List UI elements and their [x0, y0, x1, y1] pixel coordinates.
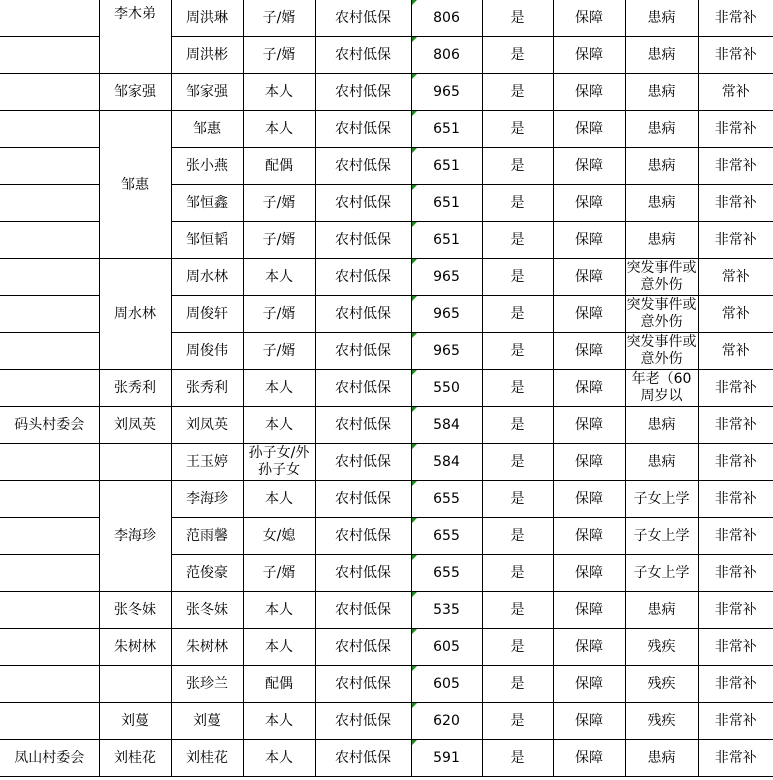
member-name-cell: 邹惠 — [171, 111, 243, 148]
relation-cell: 本人 — [243, 740, 315, 777]
flag-cell: 是 — [482, 666, 553, 703]
aid-type-cell: 农村低保 — [315, 518, 411, 555]
member-name-cell: 刘桂花 — [171, 740, 243, 777]
village-cell — [0, 444, 99, 481]
member-name-cell: 张珍兰 — [171, 666, 243, 703]
subsidy-cell: 非常补 — [698, 111, 773, 148]
village-cell — [0, 148, 99, 185]
member-name-cell: 刘蔓 — [171, 703, 243, 740]
flag-cell: 是 — [482, 333, 553, 370]
reason-cell: 患病 — [625, 0, 698, 37]
aid-type-cell: 农村低保 — [315, 481, 411, 518]
amount-cell: 605 — [411, 629, 482, 666]
amount-cell: 535 — [411, 592, 482, 629]
aid-type-cell: 农村低保 — [315, 629, 411, 666]
relation-cell: 子/婿 — [243, 185, 315, 222]
village-cell — [0, 555, 99, 592]
category-cell: 保障 — [553, 111, 625, 148]
reason-cell: 突发事件或意外伤 — [625, 259, 698, 296]
aid-type-cell: 农村低保 — [315, 407, 411, 444]
reason-cell: 残疾 — [625, 629, 698, 666]
household-head-cell: 朱树林 — [99, 629, 171, 666]
village-cell — [0, 629, 99, 666]
aid-type-cell: 农村低保 — [315, 592, 411, 629]
amount-cell: 655 — [411, 481, 482, 518]
reason-cell: 子女上学 — [625, 481, 698, 518]
aid-type-cell: 农村低保 — [315, 444, 411, 481]
table-row — [0, 259, 773, 296]
member-name-cell: 张冬妹 — [171, 592, 243, 629]
village-cell — [0, 370, 99, 407]
flag-cell: 是 — [482, 0, 553, 37]
aid-type-cell: 农村低保 — [315, 148, 411, 185]
category-cell: 保障 — [553, 592, 625, 629]
relation-cell: 配偶 — [243, 666, 315, 703]
reason-cell: 患病 — [625, 37, 698, 74]
aid-type-cell: 农村低保 — [315, 111, 411, 148]
household-head-cell — [99, 444, 171, 481]
member-name-cell: 刘凤英 — [171, 407, 243, 444]
category-cell: 保障 — [553, 333, 625, 370]
member-name-cell: 周俊伟 — [171, 333, 243, 370]
member-name-cell: 范雨馨 — [171, 518, 243, 555]
amount-cell: 591 — [411, 740, 482, 777]
category-cell: 保障 — [553, 370, 625, 407]
relation-cell: 子/婿 — [243, 37, 315, 74]
category-cell: 保障 — [553, 185, 625, 222]
table-row — [0, 666, 773, 703]
amount-cell: 655 — [411, 518, 482, 555]
household-head-cell: 张秀利 — [99, 370, 171, 407]
member-name-cell: 王玉婷 — [171, 444, 243, 481]
amount-cell: 965 — [411, 296, 482, 333]
reason-cell: 患病 — [625, 740, 698, 777]
flag-cell: 是 — [482, 111, 553, 148]
reason-cell: 子女上学 — [625, 555, 698, 592]
member-name-cell: 范俊豪 — [171, 555, 243, 592]
household-head-cell: 邹惠 — [99, 111, 171, 259]
subsidy-cell: 非常补 — [698, 37, 773, 74]
reason-cell: 残疾 — [625, 666, 698, 703]
household-head-cell: 周水林 — [99, 259, 171, 370]
table-row — [0, 629, 773, 666]
household-head-cell: 李海珍 — [99, 481, 171, 592]
category-cell: 保障 — [553, 259, 625, 296]
subsidy-cell: 非常补 — [698, 0, 773, 37]
amount-cell: 651 — [411, 222, 482, 259]
category-cell: 保障 — [553, 0, 625, 37]
household-head-cell: 刘桂花 — [99, 740, 171, 777]
reason-cell: 年老（60周岁以 — [625, 370, 698, 407]
aid-type-cell: 农村低保 — [315, 555, 411, 592]
relation-cell: 子/婿 — [243, 0, 315, 37]
aid-type-cell: 农村低保 — [315, 259, 411, 296]
aid-type-cell: 农村低保 — [315, 185, 411, 222]
village-cell — [0, 222, 99, 259]
household-head-cell: 刘蔓 — [99, 703, 171, 740]
aid-type-cell: 农村低保 — [315, 703, 411, 740]
household-head-cell: 刘凤英 — [99, 407, 171, 444]
member-name-cell: 李海珍 — [171, 481, 243, 518]
amount-cell: 550 — [411, 370, 482, 407]
amount-cell: 584 — [411, 407, 482, 444]
amount-cell: 651 — [411, 148, 482, 185]
aid-type-cell: 农村低保 — [315, 333, 411, 370]
flag-cell: 是 — [482, 555, 553, 592]
member-name-cell: 邹家强 — [171, 74, 243, 111]
flag-cell: 是 — [482, 481, 553, 518]
flag-cell: 是 — [482, 185, 553, 222]
amount-cell: 584 — [411, 444, 482, 481]
village-cell: 凤山村委会 — [0, 740, 99, 777]
aid-type-cell: 农村低保 — [315, 666, 411, 703]
table-row — [0, 111, 773, 148]
subsidy-cell: 非常补 — [698, 555, 773, 592]
flag-cell: 是 — [482, 444, 553, 481]
household-head-cell: 张冬妹 — [99, 592, 171, 629]
reason-cell: 患病 — [625, 74, 698, 111]
category-cell: 保障 — [553, 407, 625, 444]
table-row — [0, 407, 773, 444]
subsidy-cell: 非常补 — [698, 481, 773, 518]
flag-cell: 是 — [482, 296, 553, 333]
aid-type-cell: 农村低保 — [315, 74, 411, 111]
village-cell — [0, 296, 99, 333]
flag-cell: 是 — [482, 518, 553, 555]
aid-type-cell: 农村低保 — [315, 296, 411, 333]
relation-cell: 本人 — [243, 259, 315, 296]
reason-cell: 患病 — [625, 592, 698, 629]
amount-cell: 965 — [411, 259, 482, 296]
category-cell: 保障 — [553, 666, 625, 703]
relation-cell: 本人 — [243, 370, 315, 407]
relation-cell: 本人 — [243, 629, 315, 666]
relation-cell: 本人 — [243, 481, 315, 518]
table-row — [0, 703, 773, 740]
flag-cell: 是 — [482, 740, 553, 777]
relation-cell: 子/婿 — [243, 296, 315, 333]
subsidy-cell: 常补 — [698, 333, 773, 370]
subsidy-cell: 非常补 — [698, 185, 773, 222]
amount-cell: 806 — [411, 37, 482, 74]
category-cell: 保障 — [553, 740, 625, 777]
category-cell: 保障 — [553, 74, 625, 111]
flag-cell: 是 — [482, 259, 553, 296]
household-head-cell — [99, 666, 171, 703]
subsidy-cell: 非常补 — [698, 370, 773, 407]
category-cell: 保障 — [553, 518, 625, 555]
subsidy-cell: 非常补 — [698, 703, 773, 740]
village-cell — [0, 592, 99, 629]
category-cell: 保障 — [553, 481, 625, 518]
village-cell — [0, 518, 99, 555]
amount-cell: 965 — [411, 333, 482, 370]
reason-cell: 突发事件或意外伤 — [625, 296, 698, 333]
subsidy-cell: 非常补 — [698, 444, 773, 481]
category-cell: 保障 — [553, 296, 625, 333]
village-cell — [0, 481, 99, 518]
relation-cell: 子/婿 — [243, 555, 315, 592]
flag-cell: 是 — [482, 703, 553, 740]
member-name-cell: 邹恒鑫 — [171, 185, 243, 222]
table-row — [0, 0, 773, 37]
subsidy-cell: 非常补 — [698, 592, 773, 629]
table-row — [0, 740, 773, 777]
flag-cell: 是 — [482, 148, 553, 185]
reason-cell: 患病 — [625, 148, 698, 185]
flag-cell: 是 — [482, 74, 553, 111]
subsidy-cell: 非常补 — [698, 148, 773, 185]
category-cell: 保障 — [553, 148, 625, 185]
subsidy-cell: 非常补 — [698, 407, 773, 444]
member-name-cell: 周洪琳 — [171, 0, 243, 37]
amount-cell: 605 — [411, 666, 482, 703]
aid-type-cell: 农村低保 — [315, 0, 411, 37]
relation-cell: 本人 — [243, 703, 315, 740]
subsidy-cell: 非常补 — [698, 518, 773, 555]
aid-type-cell: 农村低保 — [315, 37, 411, 74]
reason-cell: 患病 — [625, 185, 698, 222]
reason-cell: 患病 — [625, 444, 698, 481]
amount-cell: 965 — [411, 74, 482, 111]
category-cell: 保障 — [553, 555, 625, 592]
relation-cell: 子/婿 — [243, 333, 315, 370]
relation-cell: 子/婿 — [243, 222, 315, 259]
village-cell — [0, 37, 99, 74]
amount-cell: 806 — [411, 0, 482, 37]
reason-cell: 患病 — [625, 111, 698, 148]
village-cell — [0, 0, 99, 37]
village-cell — [0, 259, 99, 296]
category-cell: 保障 — [553, 222, 625, 259]
aid-type-cell: 农村低保 — [315, 370, 411, 407]
subsidy-cell: 常补 — [698, 259, 773, 296]
table-row — [0, 592, 773, 629]
reason-cell: 子女上学 — [625, 518, 698, 555]
subsidy-cell: 非常补 — [698, 666, 773, 703]
village-cell: 码头村委会 — [0, 407, 99, 444]
relation-cell: 女/媳 — [243, 518, 315, 555]
village-cell — [0, 333, 99, 370]
household-head-cell: 李木弟 — [99, 0, 171, 74]
reason-cell: 突发事件或意外伤 — [625, 333, 698, 370]
village-cell — [0, 666, 99, 703]
subsidy-cell: 非常补 — [698, 740, 773, 777]
member-name-cell: 张秀利 — [171, 370, 243, 407]
subsidy-cell: 非常补 — [698, 222, 773, 259]
village-cell — [0, 111, 99, 148]
subsidy-cell: 非常补 — [698, 629, 773, 666]
table-row — [0, 370, 773, 407]
category-cell: 保障 — [553, 703, 625, 740]
subsidy-cell: 常补 — [698, 296, 773, 333]
category-cell: 保障 — [553, 629, 625, 666]
flag-cell: 是 — [482, 222, 553, 259]
member-name-cell: 朱树林 — [171, 629, 243, 666]
flag-cell: 是 — [482, 370, 553, 407]
village-cell — [0, 74, 99, 111]
relation-cell: 本人 — [243, 407, 315, 444]
relation-cell: 本人 — [243, 592, 315, 629]
reason-cell: 残疾 — [625, 703, 698, 740]
reason-cell: 患病 — [625, 407, 698, 444]
member-name-cell: 张小燕 — [171, 148, 243, 185]
reason-cell: 患病 — [625, 222, 698, 259]
village-cell — [0, 703, 99, 740]
household-head-cell: 邹家强 — [99, 74, 171, 111]
aid-type-cell: 农村低保 — [315, 222, 411, 259]
relation-cell: 配偶 — [243, 148, 315, 185]
table-row — [0, 74, 773, 111]
member-name-cell: 周俊轩 — [171, 296, 243, 333]
flag-cell: 是 — [482, 629, 553, 666]
amount-cell: 651 — [411, 185, 482, 222]
amount-cell: 655 — [411, 555, 482, 592]
aid-type-cell: 农村低保 — [315, 740, 411, 777]
member-name-cell: 周洪彬 — [171, 37, 243, 74]
amount-cell: 620 — [411, 703, 482, 740]
category-cell: 保障 — [553, 37, 625, 74]
relation-cell: 本人 — [243, 111, 315, 148]
member-name-cell: 邹恒韬 — [171, 222, 243, 259]
relation-cell: 孙子女/外孙子女 — [243, 444, 315, 481]
subsidy-cell: 常补 — [698, 74, 773, 111]
table-row — [0, 444, 773, 481]
member-name-cell: 周水林 — [171, 259, 243, 296]
amount-cell: 651 — [411, 111, 482, 148]
village-cell — [0, 185, 99, 222]
flag-cell: 是 — [482, 407, 553, 444]
relation-cell: 本人 — [243, 74, 315, 111]
flag-cell: 是 — [482, 592, 553, 629]
category-cell: 保障 — [553, 444, 625, 481]
flag-cell: 是 — [482, 37, 553, 74]
table-row — [0, 481, 773, 518]
